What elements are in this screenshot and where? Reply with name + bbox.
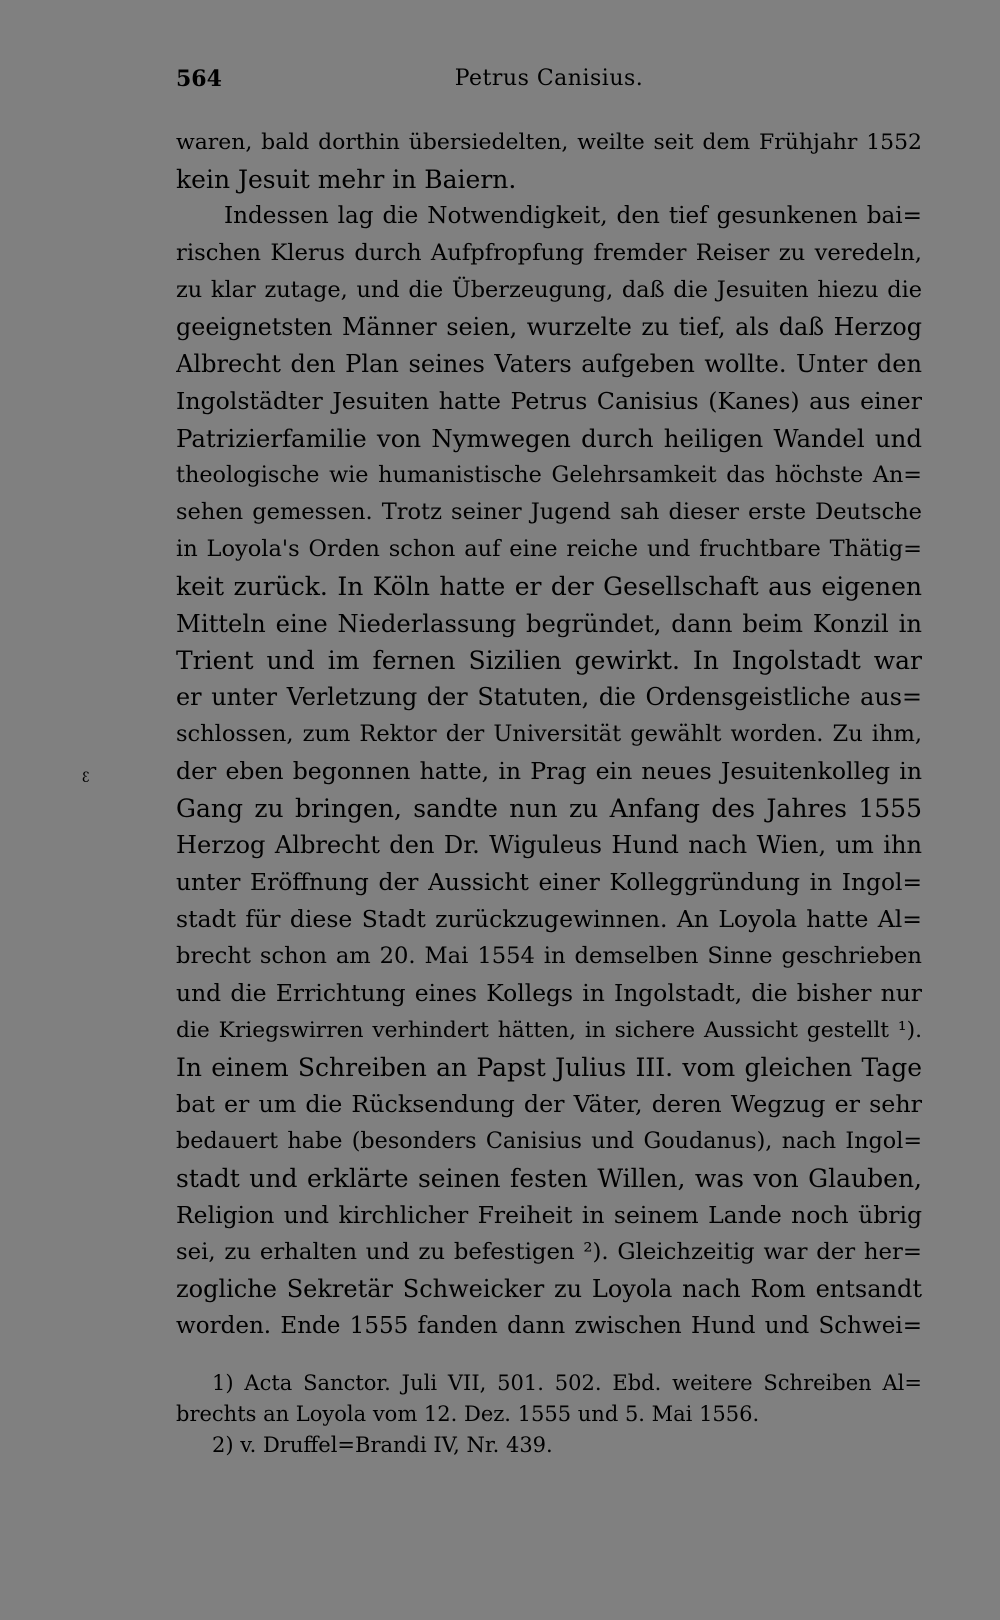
text-line: er unter Verletzung der Statuten, die Ordensgeistliche aus= xyxy=(176,683,922,711)
text-line: In einem Schreiben an Papst Julius III. vom gleichen Tage xyxy=(176,1053,922,1082)
footnote-2-line: 2) v. Druffel=Brandi IV, Nr. 439. xyxy=(212,1433,553,1457)
text-line: kein Jesuit mehr in Baiern. xyxy=(176,165,517,194)
text-line: waren, bald dorthin übersiedelten, weilte seit dem Frühjahr 1552 xyxy=(176,130,922,155)
text-line: sehen gemessen. Trotz seiner Jugend sah dieser erste Deutsche xyxy=(176,499,922,525)
text-line: der eben begonnen hatte, in Prag ein neues Jesuitenkolleg in xyxy=(176,757,922,785)
text-line: Indessen lag die Notwendigkeit, den tief gesunkenen bai= xyxy=(224,203,922,229)
text-line: Ingolstädter Jesuiten hatte Petrus Canisius (Kanes) aus einer xyxy=(176,387,922,415)
text-line: keit zurück. In Köln hatte er der Gesellschaft aus eigenen xyxy=(176,572,922,601)
text-line: Patrizierfamilie von Nymwegen durch heiligen Wandel und xyxy=(176,424,922,453)
text-line: und die Errichtung eines Kollegs in Ingolstadt, die bisher nur xyxy=(176,979,922,1007)
text-line: Herzog Albrecht den Dr. Wiguleus Hund nach Wien, um ihn xyxy=(176,831,922,859)
text-line: worden. Ende 1555 fanden dann zwischen Hund und Schwei= xyxy=(176,1313,922,1339)
text-line: Religion und kirchlicher Freiheit in seinem Lande noch übrig xyxy=(176,1201,922,1229)
text-line: Trient und im fernen Sizilien gewirkt. In Ingolstadt war xyxy=(176,646,922,675)
text-line: stadt und erklärte seinen festen Willen, was von Glauben, xyxy=(176,1164,922,1193)
text-line: Mitteln eine Niederlassung begründet, dann beim Konzil in xyxy=(176,609,922,638)
text-line: die Kriegswirren verhindert hätten, in sichere Aussicht gestellt ¹). xyxy=(176,1018,922,1043)
footnotes xyxy=(176,1368,922,1461)
text-line: in Loyola's Orden schon auf eine reiche und fruchtbare Thätig= xyxy=(176,536,922,562)
text-line: Albrecht den Plan seines Vaters aufgeben wollte. Unter den xyxy=(176,350,922,378)
text-line: zogliche Sekretär Schweicker zu Loyola nach Rom entsandt xyxy=(176,1275,922,1303)
text-line: geeignetsten Männer seien, wurzelte zu tief, als daß Herzog xyxy=(176,313,922,341)
running-title: Petrus Canisius. xyxy=(454,66,644,91)
text-line: theologische wie humanistische Gelehrsamkeit das höchste An= xyxy=(176,462,922,488)
footnote-1-continuation: brechts an Loyola vom 12. Dez. 1555 und 5. Mai 1556. xyxy=(176,1402,760,1426)
text-line: bat er um die Rücksendung der Väter, deren Wegzug er sehr xyxy=(176,1090,922,1118)
text-line: stadt für diese Stadt zurückzugewinnen. An Loyola hatte Al= xyxy=(176,905,922,933)
text-line: unter Eröffnung der Aussicht einer Kolleggründung in Ingol= xyxy=(176,868,922,896)
text-line: Gang zu bringen, sandte nun zu Anfang des Jahres 1555 xyxy=(176,794,922,823)
text-line: brecht schon am 20. Mai 1554 in demselben Sinne geschrieben xyxy=(176,943,922,969)
footnote-1-line: 1) Acta Sanctor. Juli VII, 501. 502. Ebd. weitere Schreiben Al= xyxy=(212,1371,922,1395)
text-line: sei, zu erhalten und zu befestigen ²). Gleichzeitig war der her= xyxy=(176,1239,922,1265)
text-line: zu klar zutage, und die Überzeugung, daß die Jesuiten hiezu die xyxy=(176,277,922,303)
text-line: schlossen, zum Rektor der Universität gewählt worden. Zu ihm, xyxy=(176,721,922,747)
text-line: bedauert habe (besonders Canisius und Goudanus), nach Ingol= xyxy=(176,1128,922,1154)
text-line: rischen Klerus durch Aufpfropfung fremder Reiser zu veredeln, xyxy=(176,240,922,266)
page-header xyxy=(176,66,922,106)
body-text xyxy=(176,124,922,1345)
margin-mark: ꜫ xyxy=(82,770,90,786)
page-number: 564 xyxy=(176,66,222,92)
